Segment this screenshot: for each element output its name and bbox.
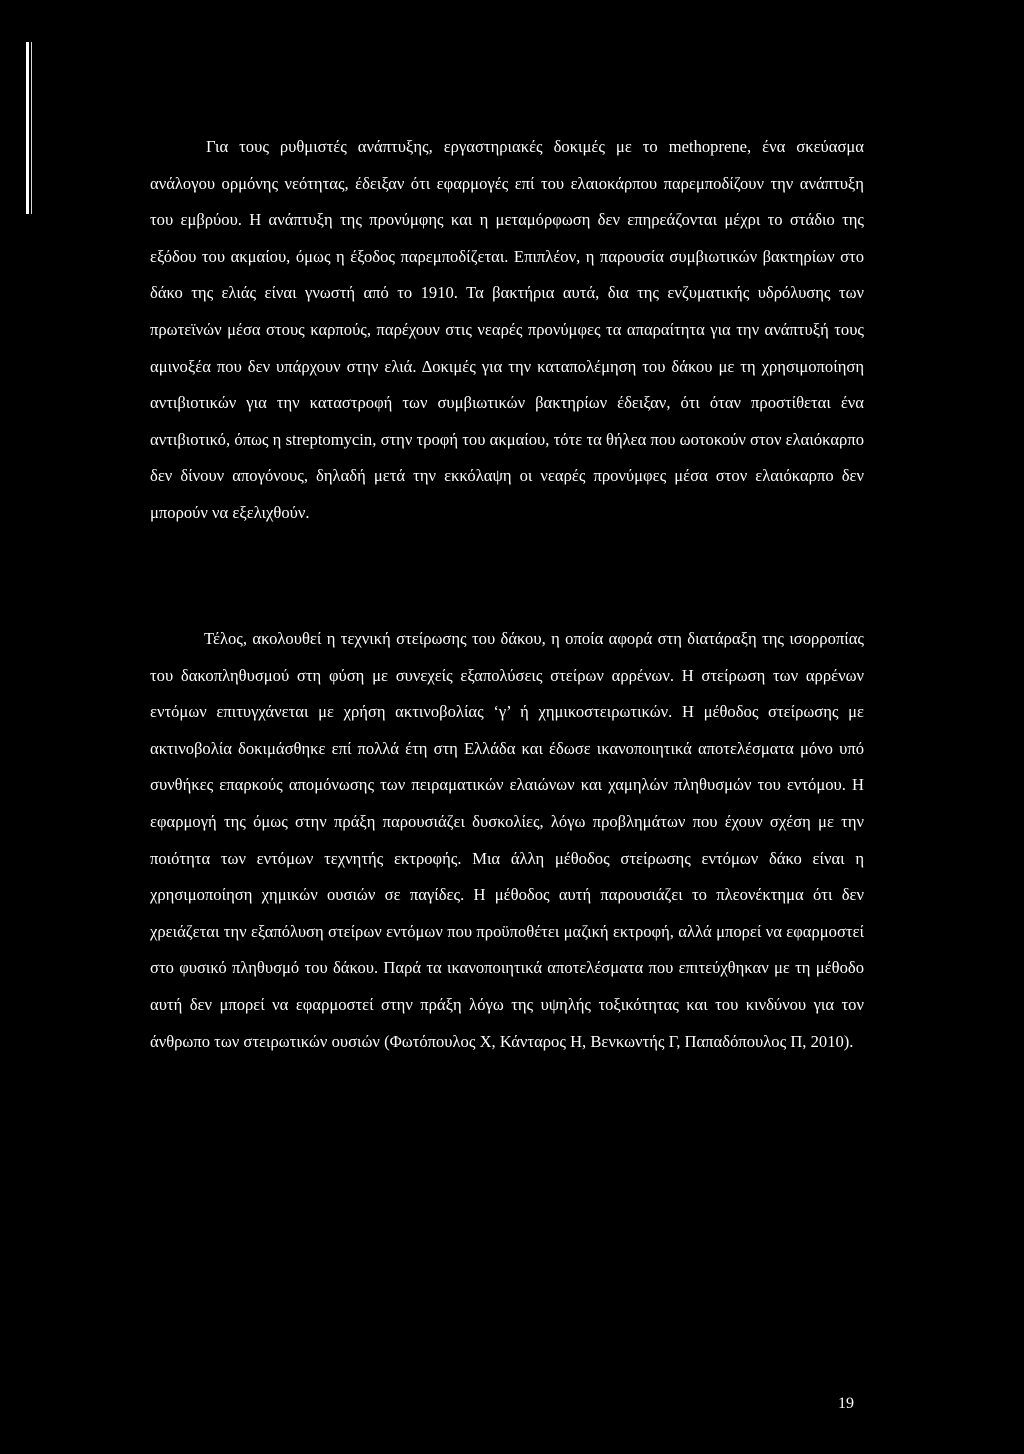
scan-edge-line [26,42,29,214]
scan-edge-line-secondary [31,42,32,214]
page-number: 19 [838,1395,854,1412]
body-paragraph-1: Για τους ρυθμιστές ανάπτυξης, εργαστηριακές δοκιμές με το methoprene, ένα σκεύασμα ανάλογου ορμόνης νεότητας, έδειξαν ότι εφαρμογές επί του ελαιοκάρπου παρεμποδίζουν την ανάπτυξη του εμβρύου. Η ανάπτυξη της προνύμφης και η μεταμόρφωση δεν επηρεάζονται μέχρι το στάδιο της εξόδου του ακμαίου, όμως η έξοδος παρεμποδίζεται. Επιπλέον, η παρουσία συμβιωτικών βακτηρίων στο δάκο της ελιάς είναι γνωστή από το 1910. Τα βακτήρια αυτά, δια της ενζυματικής υδρόλυσης των πρωτεϊνών μέσα στους καρπούς, παρέχουν στις νεαρές προνύμφες τα απαραίτητα για την ανάπτυξή τους αμινοξέα που δεν υπάρχουν στην ελιά. Δοκιμές για την καταπολέμηση του δάκου με τη χρησιμοποίηση αντιβιοτικών για την καταστροφή των συμβιωτικών βακτηρίων έδειξαν, ότι όταν προστίθεται ένα αντιβιοτικό, όπως η streptomycin, στην τροφή του ακμαίου, τότε τα θήλεα που ωοτοκούν στον ελαιόκαρπο δεν δίνουν απογόνους, δηλαδή μετά την εκκόλαψη οι νεαρές προνύμφες μέσα στον ελαιόκαρπο δεν μπορούν να εξελιχθούν. [150,137,864,522]
body-paragraph-2: Τέλος, ακολουθεί η τεχνική στείρωσης του δάκου, η οποία αφορά στη διατάραξη της ισορροπίας του δακοπληθυσμού στη φύση με συνεχείς εξαπολύσεις στείρων αρρένων. Η στείρωση των αρρένων εντόμων επιτυγχάνεται με χρήση ακτινοβολίας ‘γ’ ή χημικοστειρωτικών. Η μέθοδος στείρωσης με ακτινοβολία δοκιμάσθηκε επί πολλά έτη στη Ελλάδα και έδωσε ικανοποιητικά αποτελέσματα μόνο υπό συνθήκες επαρκούς απομόνωσης των πειραματικών ελαιώνων και χαμηλών πληθυσμών του εντόμου. Η εφαρμογή της όμως στην πράξη παρουσιάζει δυσκολίες, λόγω προβλημάτων που έχουν σχέση με την ποιότητα των εντόμων τεχνητής εκτροφής. Μια άλλη μέθοδος στείρωσης εντόμων δάκο είναι η χρησιμοποίηση χημικών ουσιών σε παγίδες. Η μέθοδος αυτή παρουσιάζει το πλεονέκτημα ότι δεν χρειάζεται την εξαπόλυση στείρων εντόμων που προϋποθέτει μαζική εκτροφή, αλλά μπορεί να εφαρμοστεί στο φυσικό πληθυσμό του δάκου. Παρά τα ικανοποιητικά αποτελέσματα που επιτεύχθηκαν με τη μέθοδο αυτή δεν μπορεί να εφαρμοστεί στην πράξη λόγω της υψηλής τοξικότητας και του κινδύνου για τον άνθρωπο των στειρωτικών ουσιών (Φωτόπουλος Χ, Κάνταρος Η, Βενκωντής Γ, Παπαδόπουλος Π, 2010). [150,629,864,1051]
